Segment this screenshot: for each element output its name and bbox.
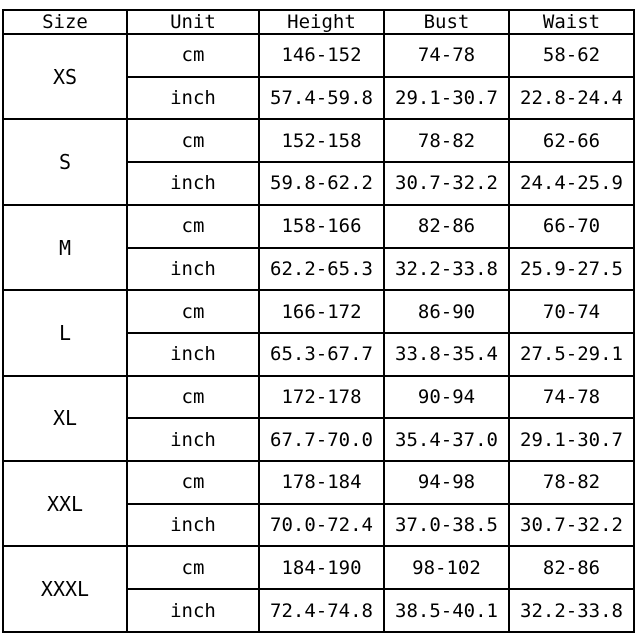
table-row xyxy=(3,546,634,589)
bust-cell: 82-86 xyxy=(384,205,509,248)
waist-cell: 74-78 xyxy=(509,376,634,419)
unit-cell: inch xyxy=(127,418,259,461)
unit-cell: cm xyxy=(127,376,259,419)
unit-cell: cm xyxy=(127,205,259,248)
size-label-cell: XS xyxy=(3,34,127,119)
size-label-cell: M xyxy=(3,205,127,290)
bust-cell: 38.5-40.1 xyxy=(384,589,509,632)
height-cell: 65.3-67.7 xyxy=(259,333,384,376)
waist-cell: 22.8-24.4 xyxy=(509,77,634,120)
bust-cell: 98-102 xyxy=(384,546,509,589)
table-row xyxy=(3,461,634,504)
table-row xyxy=(3,119,634,162)
header-unit: Unit xyxy=(127,10,259,34)
waist-cell: 25.9-27.5 xyxy=(509,248,634,291)
bust-cell: 94-98 xyxy=(384,461,509,504)
height-cell: 72.4-74.8 xyxy=(259,589,384,632)
height-cell: 178-184 xyxy=(259,461,384,504)
size-chart-body xyxy=(3,34,634,632)
waist-cell: 29.1-30.7 xyxy=(509,418,634,461)
waist-cell: 62-66 xyxy=(509,119,634,162)
header-size: Size xyxy=(3,10,127,34)
table-row xyxy=(3,376,634,419)
waist-cell: 70-74 xyxy=(509,290,634,333)
height-cell: 70.0-72.4 xyxy=(259,504,384,547)
unit-cell: cm xyxy=(127,119,259,162)
size-label-cell: XL xyxy=(3,376,127,461)
bust-cell: 90-94 xyxy=(384,376,509,419)
height-cell: 59.8-62.2 xyxy=(259,162,384,205)
unit-cell: inch xyxy=(127,504,259,547)
waist-cell: 32.2-33.8 xyxy=(509,589,634,632)
unit-cell: cm xyxy=(127,461,259,504)
table-row xyxy=(3,34,634,77)
height-cell: 158-166 xyxy=(259,205,384,248)
unit-cell: inch xyxy=(127,333,259,376)
height-cell: 166-172 xyxy=(259,290,384,333)
unit-cell: cm xyxy=(127,290,259,333)
height-cell: 184-190 xyxy=(259,546,384,589)
size-chart-table xyxy=(2,9,635,633)
header-height: Height xyxy=(259,10,384,34)
bust-cell: 30.7-32.2 xyxy=(384,162,509,205)
unit-cell: cm xyxy=(127,34,259,77)
unit-cell: inch xyxy=(127,77,259,120)
bust-cell: 35.4-37.0 xyxy=(384,418,509,461)
table-row xyxy=(3,205,634,248)
unit-cell: inch xyxy=(127,162,259,205)
size-label-cell: XXL xyxy=(3,461,127,546)
size-label-cell: XXXL xyxy=(3,546,127,632)
waist-cell: 82-86 xyxy=(509,546,634,589)
waist-cell: 78-82 xyxy=(509,461,634,504)
header-waist: Waist xyxy=(509,10,634,34)
bust-cell: 37.0-38.5 xyxy=(384,504,509,547)
waist-cell: 30.7-32.2 xyxy=(509,504,634,547)
height-cell: 172-178 xyxy=(259,376,384,419)
height-cell: 57.4-59.8 xyxy=(259,77,384,120)
waist-cell: 66-70 xyxy=(509,205,634,248)
bust-cell: 78-82 xyxy=(384,119,509,162)
size-label-cell: S xyxy=(3,119,127,204)
bust-cell: 33.8-35.4 xyxy=(384,333,509,376)
waist-cell: 58-62 xyxy=(509,34,634,77)
bust-cell: 29.1-30.7 xyxy=(384,77,509,120)
header-row xyxy=(3,10,634,34)
bust-cell: 74-78 xyxy=(384,34,509,77)
unit-cell: cm xyxy=(127,546,259,589)
unit-cell: inch xyxy=(127,589,259,632)
waist-cell: 27.5-29.1 xyxy=(509,333,634,376)
unit-cell: inch xyxy=(127,248,259,291)
waist-cell: 24.4-25.9 xyxy=(509,162,634,205)
header-bust: Bust xyxy=(384,10,509,34)
size-label-cell: L xyxy=(3,290,127,375)
height-cell: 152-158 xyxy=(259,119,384,162)
height-cell: 67.7-70.0 xyxy=(259,418,384,461)
bust-cell: 86-90 xyxy=(384,290,509,333)
height-cell: 62.2-65.3 xyxy=(259,248,384,291)
height-cell: 146-152 xyxy=(259,34,384,77)
bust-cell: 32.2-33.8 xyxy=(384,248,509,291)
table-row xyxy=(3,290,634,333)
